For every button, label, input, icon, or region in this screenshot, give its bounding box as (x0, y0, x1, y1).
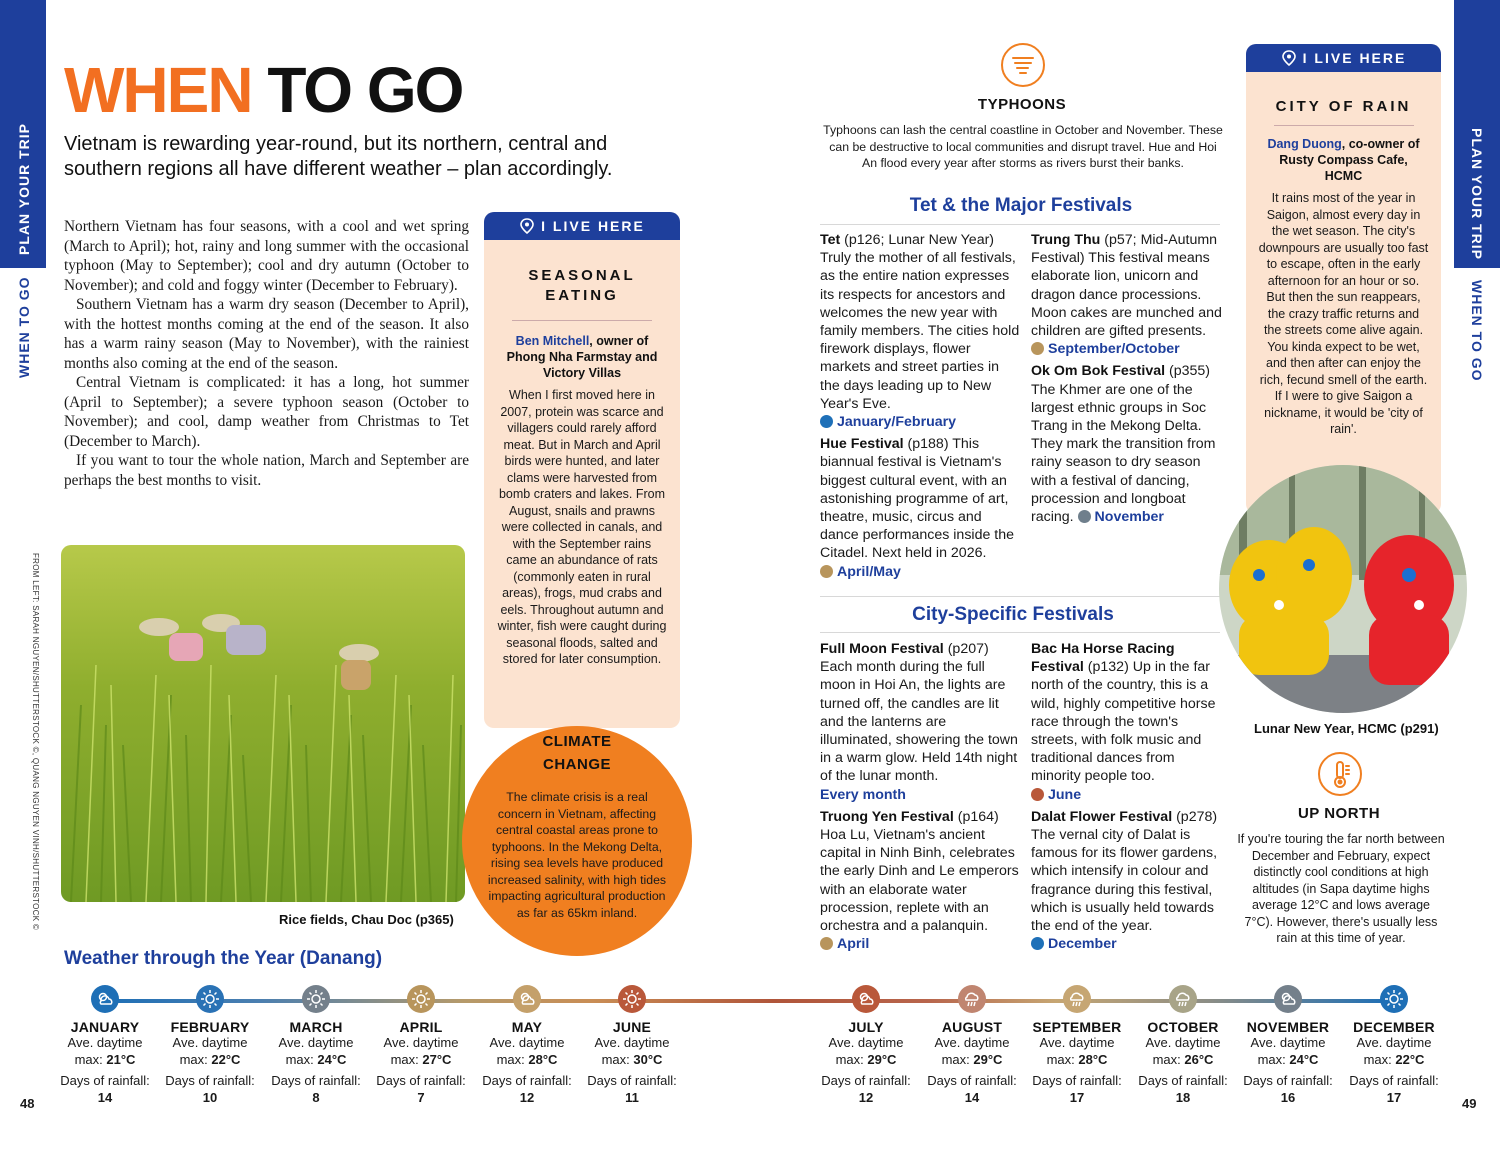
rain-label: Days of rainfall: (271, 1073, 361, 1088)
festival-when-label: September/October (1048, 341, 1180, 358)
festival-name: Full Moon Festival (820, 641, 944, 657)
festival-ref: (p57; Mid-Autumn Festival) (1031, 232, 1218, 267)
festival-when: Every month (820, 786, 906, 803)
sun-cloud-icon (95, 989, 115, 1009)
weather-dot (1063, 985, 1091, 1013)
weather-dot (91, 985, 119, 1013)
festival-entry (1031, 808, 1226, 954)
climate-change-title (462, 730, 692, 776)
festival-text: Hoa Lu, Vietnam's ancient capital in Ninh Binh, celebrates the early Dinh and Le emperors with an elaborate water procession, replete with an orchestra and a palanquin. (820, 827, 1019, 935)
rain-value: 12 (519, 1089, 535, 1105)
festival-ref: (p278) (1172, 808, 1218, 825)
temp-label: Ave. daytime (1356, 1035, 1432, 1050)
intro-text: Vietnam is rewarding year-round, but its northern, central and southern regions all have different weather – plan accordingly. (64, 133, 613, 180)
temp-value: 28°C (528, 1051, 558, 1067)
body-paragraph: Northern Vietnam has four seasons, with a cool and wet spring (March to April); hot, rainy and long summer with the occasional typhoon (May to September); cool and dry autumn (October to November); and cold and foggy winter (December to February). (64, 218, 469, 294)
location-pin-icon (1281, 50, 1297, 66)
festival-ref: (p188) (903, 436, 949, 453)
typhoon-icon (1001, 43, 1045, 87)
month-name: MAY (511, 1019, 543, 1035)
weather-dot (852, 985, 880, 1013)
person-credit (1260, 136, 1427, 184)
temp-prefix: max: (941, 1051, 974, 1067)
month-name: OCTOBER (1147, 1019, 1219, 1035)
temp-value: 22°C (211, 1051, 241, 1067)
temp-line (366, 1052, 476, 1069)
festival-entry (820, 435, 1020, 581)
rain-label: Days of rainfall: (1032, 1073, 1122, 1088)
festival-ref: (p207) (943, 641, 989, 657)
person-name: Dang Duong (1267, 137, 1342, 151)
festival-name: Tet (820, 232, 841, 248)
rain-label: Days of rainfall: (1138, 1073, 1228, 1088)
temp-line (472, 1052, 582, 1069)
body-paragraph: If you want to tour the whole nation, March and September are perhaps the best months to visit. (64, 452, 469, 489)
sun-icon (200, 989, 220, 1009)
lion-dance-photo (1219, 465, 1467, 713)
rice-fields-photo (61, 545, 465, 902)
city-festivals-col-2 (1031, 640, 1226, 957)
festival-name: Truong Yen Festival (820, 808, 954, 825)
festival-ref: (p132) (1083, 659, 1129, 676)
festival-entry (820, 231, 1020, 431)
weather-dot (1380, 985, 1408, 1013)
up-north-text: If you're touring the far north between December and February, expect distinctly cool conditions at high altitudes (in Sapa daytime highs average 12°C and lows average 7°C). However, there's usually less rain at this time of year. (1237, 832, 1445, 945)
temp-value: 21°C (106, 1051, 136, 1067)
temp-label: Ave. daytime (594, 1035, 670, 1050)
sun-icon (1031, 788, 1044, 801)
festival-when-label: April (837, 936, 870, 953)
month-november (1233, 985, 1343, 1105)
major-festivals-col-1 (820, 231, 1020, 585)
temp-label: Ave. daytime (383, 1035, 459, 1050)
person-role: , co-owner of Rusty Compass Cafe, HCMC (1279, 137, 1420, 183)
rain-value: 14 (97, 1089, 113, 1105)
festival-text: The vernal city of Dalat is famous for its flower gardens, which intensify in colour and fragrance during this festival, which is usually held towards the end of the year. (1031, 827, 1218, 935)
month-name: DECEMBER (1353, 1019, 1435, 1035)
sun-cloud-icon (1031, 342, 1044, 355)
month-april (366, 985, 476, 1105)
i-live-here-badge (484, 212, 680, 240)
month-may (472, 985, 582, 1105)
heading-rule (820, 224, 1220, 225)
month-august (917, 985, 1027, 1105)
divider (512, 320, 652, 321)
sun-icon (820, 937, 833, 950)
weather-dot (618, 985, 646, 1013)
festival-when (1031, 936, 1117, 952)
month-name: SEPTEMBER (1032, 1019, 1122, 1035)
festival-entry (820, 808, 1020, 954)
person-name: Ben Mitchell (515, 334, 590, 348)
chapter-label-left: WHEN TO GO (16, 276, 32, 378)
temp-prefix: max: (496, 1051, 529, 1067)
rain-value: 17 (1386, 1089, 1402, 1105)
festival-entry (820, 640, 1020, 804)
rain-label: Days of rainfall: (376, 1073, 466, 1088)
month-june (577, 985, 687, 1105)
festival-ref: (p164) (953, 808, 999, 825)
temp-label: Ave. daytime (1039, 1035, 1115, 1050)
festival-when-label: November (1094, 509, 1164, 526)
temp-value: 24°C (317, 1051, 347, 1067)
temp-line (261, 1052, 371, 1069)
sun-icon (820, 565, 833, 578)
month-name: AUGUST (941, 1019, 1003, 1035)
title-line: CHANGE (542, 756, 611, 773)
temp-line (1128, 1052, 1238, 1069)
weather-dot (196, 985, 224, 1013)
temp-line (917, 1052, 1027, 1069)
rice-photo-caption: Rice fields, Chau Doc (p365) (279, 912, 454, 927)
temp-prefix: max: (601, 1051, 634, 1067)
temp-label: Ave. daytime (1145, 1035, 1221, 1050)
month-october (1128, 985, 1238, 1105)
temp-prefix: max: (1363, 1051, 1396, 1067)
temp-line (1022, 1052, 1132, 1069)
rain-icon (962, 989, 982, 1009)
sun-icon (1384, 989, 1404, 1009)
temp-value: 29°C (867, 1051, 897, 1067)
month-march (261, 985, 371, 1105)
rain-label: Days of rainfall: (482, 1073, 572, 1088)
seasonal-eating-text: When I first moved here in 2007, protein was scarce and villagers could rarely afford meat. But in March and April birds were hunted, and later clams were harvested from bomb craters and lakes. From August, snails and prawns were collected in canals, and with the September rains came an abundance of rats (commonly eaten in rural areas), frogs, mud crabs and eels. Throughout autumn and winter, fish were caught during seasonal floods, salted and stored for later consumption. (497, 388, 667, 666)
festival-when (1031, 341, 1180, 357)
body-text (64, 217, 469, 490)
festival-text: This festival means elaborate lion, unicorn and dragon dance processions. Moon cakes are munched and children are gifted presents. (1031, 250, 1222, 340)
temp-prefix: max: (1152, 1051, 1185, 1067)
weather-dot (958, 985, 986, 1013)
festival-name: Hue Festival (820, 436, 904, 453)
month-name: MARCH (289, 1019, 343, 1035)
i-live-here-badge (1246, 44, 1441, 72)
temp-label: Ave. daytime (1250, 1035, 1326, 1050)
temp-prefix: max: (835, 1051, 868, 1067)
sun-cloud-icon (856, 989, 876, 1009)
month-february (155, 985, 265, 1105)
sun-icon (306, 989, 326, 1009)
rain-value: 8 (312, 1089, 320, 1105)
rain-value: 12 (858, 1089, 874, 1105)
typhoons-title: TYPHOONS (977, 96, 1067, 113)
festival-text: This biannual festival is Vietnam's biggest cultural event, with an astonishing programme of art, theatre, music, circus and dance performances inside the Citadel. Next held in 2026. (820, 436, 1015, 562)
rain-label: Days of rainfall: (1349, 1073, 1439, 1088)
temp-value: 24°C (1289, 1051, 1319, 1067)
rain-value: 14 (964, 1089, 980, 1105)
heading-rule (820, 632, 1220, 633)
weather-dot (1274, 985, 1302, 1013)
heading-rule (820, 596, 1220, 597)
festival-text: Truly the mother of all festivals, as the entire nation expresses its respects for ancestors and welcomes the new year with family members. The cities hold firework displays, flower markets and street parties in the days leading up to New Year's Eve. (820, 250, 1020, 412)
city-festivals-heading: City-Specific Festivals (912, 604, 1114, 625)
temp-label: Ave. daytime (278, 1035, 354, 1050)
festival-when-label: April/May (837, 563, 901, 580)
month-name: NOVEMBER (1246, 1019, 1330, 1035)
temp-prefix: max: (179, 1051, 212, 1067)
sun-cloud-icon (517, 989, 537, 1009)
temp-value: 28°C (1078, 1051, 1108, 1067)
thermometer-icon (1318, 752, 1362, 796)
festival-name: Dalat Flower Festival (1031, 808, 1173, 825)
rain-icon (1067, 989, 1087, 1009)
climate-change-callout (462, 726, 692, 956)
temp-value: 30°C (633, 1051, 663, 1067)
cloud-icon (1078, 510, 1091, 523)
festival-text: The Khmer are one of the largest ethnic groups in Soc Trang in the Mekong Delta. They mark the transition from rainy season to dry season with a festival of dancing, procession and longboat racing. (1031, 381, 1216, 526)
sun-icon (1031, 937, 1044, 950)
month-name: FEBRUARY (170, 1019, 250, 1035)
body-paragraph: Southern Vietnam has a warm dry season (December to April), with the hottest months coming at the end of the season. It also has a warm rainy season (May to November), with the rainiest months also coming at the end of the season. (64, 296, 469, 372)
festival-entry (1031, 362, 1226, 526)
title-to-go: TO GO (267, 54, 463, 126)
photo-credit: FROM LEFT: SARAH NGUYEN/SHUTTERSTOCK ©, QUANG NGUYEN VINH/SHUTTERSTOCK © (31, 553, 40, 931)
temp-label: Ave. daytime (67, 1035, 143, 1050)
festival-text: Each month during the full moon in Hoi An, the lights are turned off, the candles are lit and the lanterns are illuminated, showering the town in a warm glow. Held 14th night of the lunar month. (820, 659, 1018, 785)
rice-fields-illustration (61, 545, 465, 902)
temp-prefix: max: (1046, 1051, 1079, 1067)
badge-label: I LIVE HERE (1302, 50, 1407, 66)
rain-value: 7 (417, 1089, 425, 1105)
city-festivals-col-1 (820, 640, 1020, 957)
lion-dance-illustration (1219, 465, 1467, 713)
major-festivals-col-2 (1031, 231, 1226, 530)
weather-dot (1169, 985, 1197, 1013)
city-of-rain-box (1246, 44, 1441, 514)
festival-when-label: January/February (837, 414, 957, 431)
month-january (50, 985, 160, 1105)
rain-label: Days of rainfall: (587, 1073, 677, 1088)
rain-value: 18 (1175, 1089, 1191, 1105)
rain-value: 10 (202, 1089, 218, 1105)
temp-label: Ave. daytime (828, 1035, 904, 1050)
temp-value: 22°C (1395, 1051, 1425, 1067)
festival-ref: (p355) (1165, 363, 1210, 380)
page-number-left: 48 (20, 1096, 35, 1111)
month-name: JULY (848, 1019, 884, 1035)
temp-prefix: max: (74, 1051, 107, 1067)
title-when: WHEN (64, 54, 252, 126)
temp-prefix: max: (285, 1051, 318, 1067)
major-festivals-heading: Tet & the Major Festivals (909, 195, 1133, 216)
location-pin-icon (519, 218, 535, 234)
person-credit (498, 333, 666, 381)
festival-when (1078, 509, 1164, 525)
divider (1274, 125, 1414, 126)
temp-value: 26°C (1184, 1051, 1214, 1067)
rain-icon (1173, 989, 1193, 1009)
temp-line (155, 1052, 265, 1069)
month-name: APRIL (399, 1019, 443, 1035)
month-name: JUNE (612, 1019, 652, 1035)
person-role: , owner of Phong Nha Farmstay and Victory Villas (506, 334, 658, 380)
weather-dot (513, 985, 541, 1013)
rain-value: 11 (625, 1089, 639, 1105)
festival-ref: (p126; Lunar New Year) (840, 232, 995, 248)
festival-when (820, 564, 901, 580)
rain-label: Days of rainfall: (927, 1073, 1017, 1088)
temp-label: Ave. daytime (489, 1035, 565, 1050)
festival-when (1031, 787, 1081, 803)
temp-value: 29°C (973, 1051, 1003, 1067)
festival-text: Up in the far north of the country, this is a wild, highly competitive horse race through the town's streets, with folk music and traditional dances from minority people too. (1031, 659, 1216, 785)
festival-when (820, 414, 956, 430)
festival-name: Ok Om Bok Festival (1031, 363, 1166, 380)
temp-line (1233, 1052, 1343, 1069)
page-title (64, 54, 463, 126)
weather-dot (407, 985, 435, 1013)
festival-entry (1031, 640, 1226, 804)
weather-heading: Weather through the Year (Danang) (64, 948, 383, 969)
temp-line (50, 1052, 160, 1069)
up-north-title: UP NORTH (1297, 805, 1381, 822)
sun-icon (622, 989, 642, 1009)
city-of-rain-title: CITY OF RAIN (1275, 98, 1412, 115)
festival-name: Bac Ha Horse Racing Festival (1031, 641, 1175, 676)
title-line: SEASONAL (528, 267, 636, 284)
rain-label: Days of rainfall: (60, 1073, 150, 1088)
section-label-left: PLAN YOUR TRIP (16, 123, 32, 255)
festival-entry (1031, 231, 1226, 358)
weather-dot (302, 985, 330, 1013)
temp-line (811, 1052, 921, 1069)
month-december (1339, 985, 1449, 1105)
rain-label: Days of rainfall: (165, 1073, 255, 1088)
body-paragraph: Central Vietnam is complicated: it has a long, hot summer (April to September); a severe typhoon season (October to November); and cool, damp weather from Christmas to Tet (December to March). (64, 374, 469, 450)
title-line: CLIMATE (542, 733, 612, 750)
month-july (811, 985, 921, 1105)
climate-change-text: The climate crisis is a real concern in Vietnam, affecting central coastal areas prone to typhoons. In the Mekong Delta, rising sea levels have produced increased salinity, with high tides impacting agricultural production as far as 65km inland. (487, 790, 667, 920)
rain-value: 16 (1280, 1089, 1296, 1105)
temp-value: 27°C (422, 1051, 452, 1067)
badge-label: I LIVE HERE (541, 218, 645, 234)
temp-line (577, 1052, 687, 1069)
typhoons-text: Typhoons can lash the central coastline in October and November. These can be destructive to local communities and disrupt travel. Hue and Hoi An flood every year after storms as rivers burst their banks. (823, 123, 1223, 170)
temp-prefix: max: (390, 1051, 423, 1067)
festival-when-label: December (1048, 936, 1117, 953)
temp-label: Ave. daytime (934, 1035, 1010, 1050)
month-september (1022, 985, 1132, 1105)
city-of-rain-text: It rains most of the year in Saigon, almost every day in the wet season. The city's downpours are usually too fast to escape, often in the early afternoon for an hour or so. But then the sun reappears, the crazy traffic returns and the streets come alive again. You kinda expect to be wet, and then after can enjoy the rich, fecund smell of the earth. If I were to give Saigon a nickname, it would be 'city of rain'. (1258, 191, 1429, 436)
snowflake-icon (820, 415, 833, 428)
temp-label: Ave. daytime (172, 1035, 248, 1050)
festival-name: Trung Thu (1031, 232, 1101, 248)
page-number-right: 49 (1462, 1096, 1477, 1111)
seasonal-eating-box (484, 212, 680, 728)
lion-photo-caption: Lunar New Year, HCMC (p291) (1254, 721, 1439, 736)
festival-when-label: June (1048, 786, 1082, 803)
title-line: EATING (545, 287, 619, 304)
rain-label: Days of rainfall: (1243, 1073, 1333, 1088)
temp-prefix: max: (1257, 1051, 1290, 1067)
temp-line (1339, 1052, 1449, 1069)
month-name: JANUARY (70, 1019, 140, 1035)
rain-value: 17 (1069, 1089, 1085, 1105)
festival-when (820, 936, 869, 952)
sun-cloud-icon (1278, 989, 1298, 1009)
rain-label: Days of rainfall: (821, 1073, 911, 1088)
section-label-right: PLAN YOUR TRIP (1469, 128, 1485, 260)
seasonal-eating-title (484, 266, 680, 306)
sun-icon (411, 989, 431, 1009)
chapter-label-right: WHEN TO GO (1469, 280, 1485, 382)
